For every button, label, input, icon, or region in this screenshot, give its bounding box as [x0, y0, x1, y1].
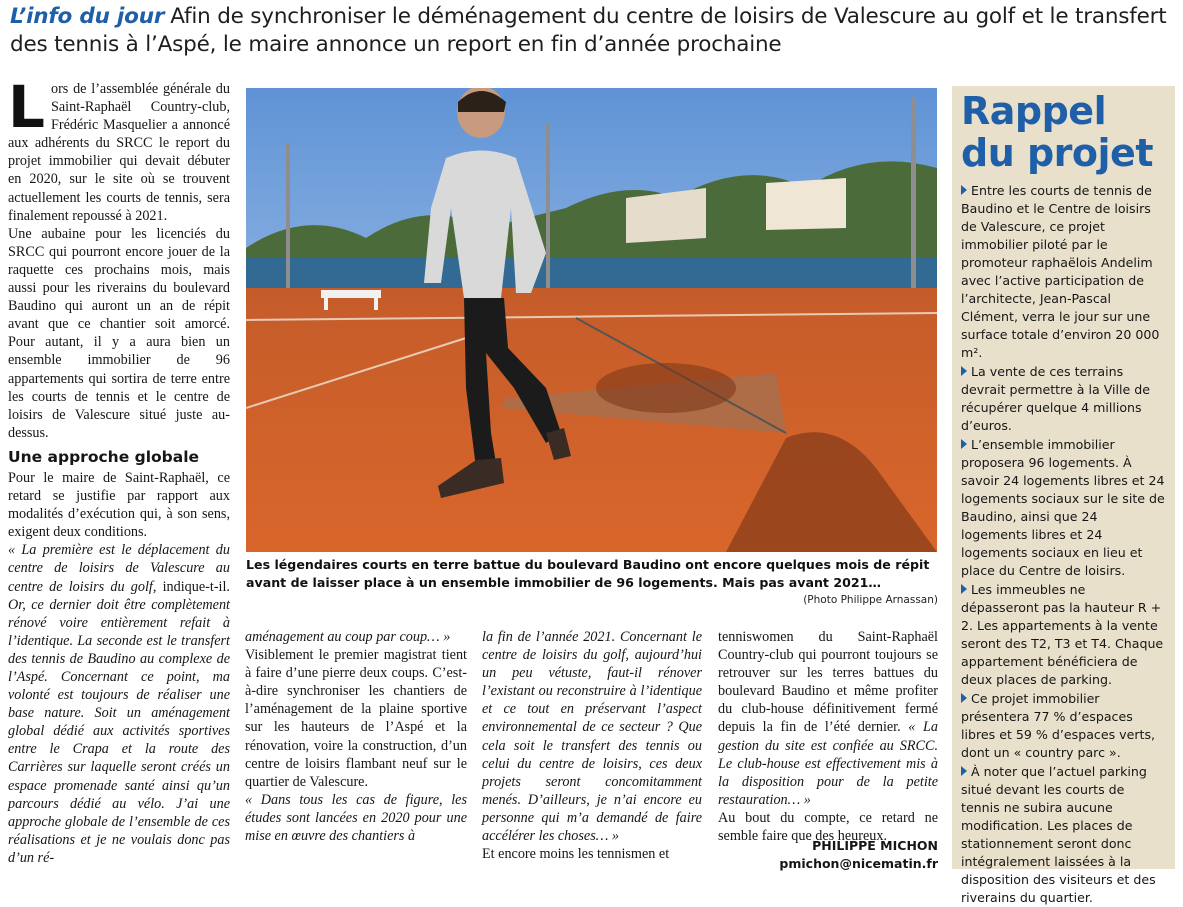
article-paragraph: Et encore moins les tennismen et [482, 846, 670, 863]
sidebar-title [961, 90, 1167, 174]
bullet-triangle-icon [961, 366, 967, 376]
sidebar-title-line-1: Rappel [961, 89, 1107, 133]
headline [10, 3, 1180, 59]
bullet-triangle-icon [961, 185, 967, 195]
sidebar-item [961, 182, 1167, 362]
sidebar-item [961, 763, 1167, 907]
quote-text: aménagement au coup par coup… » [245, 629, 451, 645]
sidebar-item [961, 436, 1167, 580]
quote-text: la fin de l’année 2021. Concernant le centre de loisirs du golf, aujourd’hui un peu vétuste, faut-il rénover l’existant ou reconstruire à l’identique et ce tout en préservant l’aspect environnemental de ce secteur ? Que cela soit le transfert des tennis ou celui du centre de loisirs, ces deux projets seront concomitamment menés. D’ailleurs, je n’ai encore eu personne qui m’a demandé de faire accélérer les choses… » [482, 629, 702, 845]
quote-text: Or, ce dernier doit être complètement rénové voire entièrement refait à l’identique. La seconde est le transfert des tennis de Baudino au complexe de l’Aspé. Concernant ce point, ma volonté est toujours de réaliser une base nature. Soit un aménagement global dédié aux activités sportives entre le Crapa et la route des Carrières sur laquelle seront créés un espace promenade santé ainsi qu’un parcours dédié au vélo. J’ai une approche globale de l’ensemble de ces réalisations et je ne voulais donc pas d’un ré- [8, 596, 230, 866]
author-name: PHILIPPE MICHON [812, 838, 938, 853]
article-column-2 [245, 628, 467, 845]
author-email[interactable]: pmichon@nicematin.fr [779, 856, 938, 871]
sidebar-box [952, 86, 1175, 905]
sidebar-title-line-2: du projet [961, 131, 1153, 175]
drop-cap: L [8, 73, 45, 141]
plain-text: indique-t-il. [156, 578, 230, 595]
headline-text: Afin de synchroniser le déménagement du centre de loisirs de Valescure au golf et le transfert des tennis à l’Aspé, le maire annonce un report en fin d’année prochaine [10, 4, 1167, 57]
quote-text: « La première est le déplacement du centre de loisirs de Valescure au centre de loisirs du golf, [8, 542, 230, 595]
sidebar-item-text: Entre les courts de tennis de Baudino et le Centre de loisirs de Valescure, ce projet immobilier piloté par le promoteur raphaëlois Andelim avec l’active participation de l’architecte, Jean-Pascal Clément, verra le jour sur une surface totale d’environ 20 000 m². [961, 183, 1160, 360]
lead-paragraph [8, 73, 230, 225]
sidebar-item [961, 581, 1167, 689]
photo-caption: Les légendaires courts en terre battue du boulevard Baudino ont encore quelques mois de répit avant de laisser place à un ensemble immobilier de 96 logements. Mais pas avant 2021… [246, 557, 930, 590]
quote-text: « Dans tous les cas de figure, les études sont lancées en 2020 pour une mise en œuvre des chantiers à [245, 791, 467, 845]
article-paragraph [718, 628, 938, 809]
bullet-triangle-icon [961, 693, 967, 703]
article-paragraph: Une aubaine pour les licenciés du SRCC qui pourront encore jouer de la raquette ces prochains mois, mais aussi pour les riverains du boulevard Baudino qui auront un an de répit avant que ce chantier soit amorcé. Pour autant, il y a aura bien un ensemble immobilier de 96 appartements qui sortira de terre entre les courts de tennis et le centre de loisirs de Valescure situé juste au-dessus. [8, 225, 230, 441]
article-photo [246, 88, 937, 552]
sidebar-item-text: À noter que l’actuel parking situé devant les courts de tennis ne subira aucune modification. Les places de stationnement seront donc intégralement laissées à la disposition des visiteurs et des riverains du quartier. [961, 764, 1156, 905]
article-paragraph: Visiblement le premier magistrat tient à faire d’une pierre deux coups. C’est-à-dire synchroniser les chantiers de l’aménagement de la plaine sportive sur les hauteurs de l’Aspé et la rénovation, voire la construction, d’un centre de loisirs flambant neuf sur le quartier de Valescure. [245, 647, 467, 790]
article-column-3 [482, 628, 702, 863]
lead-text: ors de l’assemblée générale du Saint-Raphaël Country-club, Frédéric Masquelier a annoncé aux adhérents du SRCC le report du projet immobilier qui devait débuter en 2020, sur le site où se trouvent actuellement les courts de tennis, sera finalement repoussé à 2021. [8, 81, 230, 224]
sidebar-item-text: Les immeubles ne dépasseront pas la hauteur R + 2. Les appartements à la vente seront des T2, T3 et T4. Chaque appartement bénéficiera de deux places de parking. [961, 582, 1164, 687]
photo-credit: (Photo Philippe Arnassan) [803, 594, 938, 606]
article-column-4 [718, 628, 938, 845]
quote-text: « La gestion du site est confiée au SRCC. Le club-house est effectivement mis à la disposition pour de la petite restauration… » [718, 719, 938, 808]
article-paragraph: Au bout du compte, ce retard ne semble faire que des heureux. [718, 809, 938, 845]
sidebar-item [961, 690, 1167, 762]
sidebar-item [961, 363, 1167, 435]
article-subhead: Une approche globale [8, 447, 200, 466]
sidebar-item-text: L’ensemble immobilier proposera 96 logements. À savoir 24 logements libres et 24 logements sociaux sur le site de Baudino, ainsi que 24 logements libres et 24 logements sociaux en lieu et place du Centre de loisirs. [961, 437, 1165, 578]
article-paragraph [8, 541, 230, 867]
plain-text: tenniswomen du Saint-Raphaël Country-club qui pourront toujours se retrouver sur les terres battues du boulevard Baudino et même profiter du club-house définitivement fermé depuis la fin de l’été dernier. [718, 629, 938, 736]
bullet-triangle-icon [961, 766, 967, 776]
bullet-triangle-icon [961, 439, 967, 449]
sidebar-item-text: La vente de ces terrains devrait permettre à la Ville de récupérer quelque 4 millions d’euros. [961, 364, 1151, 433]
headline-kicker: L’info du jour [10, 4, 165, 29]
bullet-triangle-icon [961, 584, 967, 594]
tennis-court-photo [246, 88, 937, 552]
article-paragraph: Pour le maire de Saint-Raphaël, ce retard se justifie par rapport aux modalités d’exécution qui, à son sens, exigent deux conditions. [8, 469, 230, 541]
sidebar-item-text: Ce projet immobilier présentera 77 % d’espaces libres et 59 % d’espaces verts, dont un « country parc ». [961, 691, 1156, 760]
article-column-1 [8, 73, 230, 867]
